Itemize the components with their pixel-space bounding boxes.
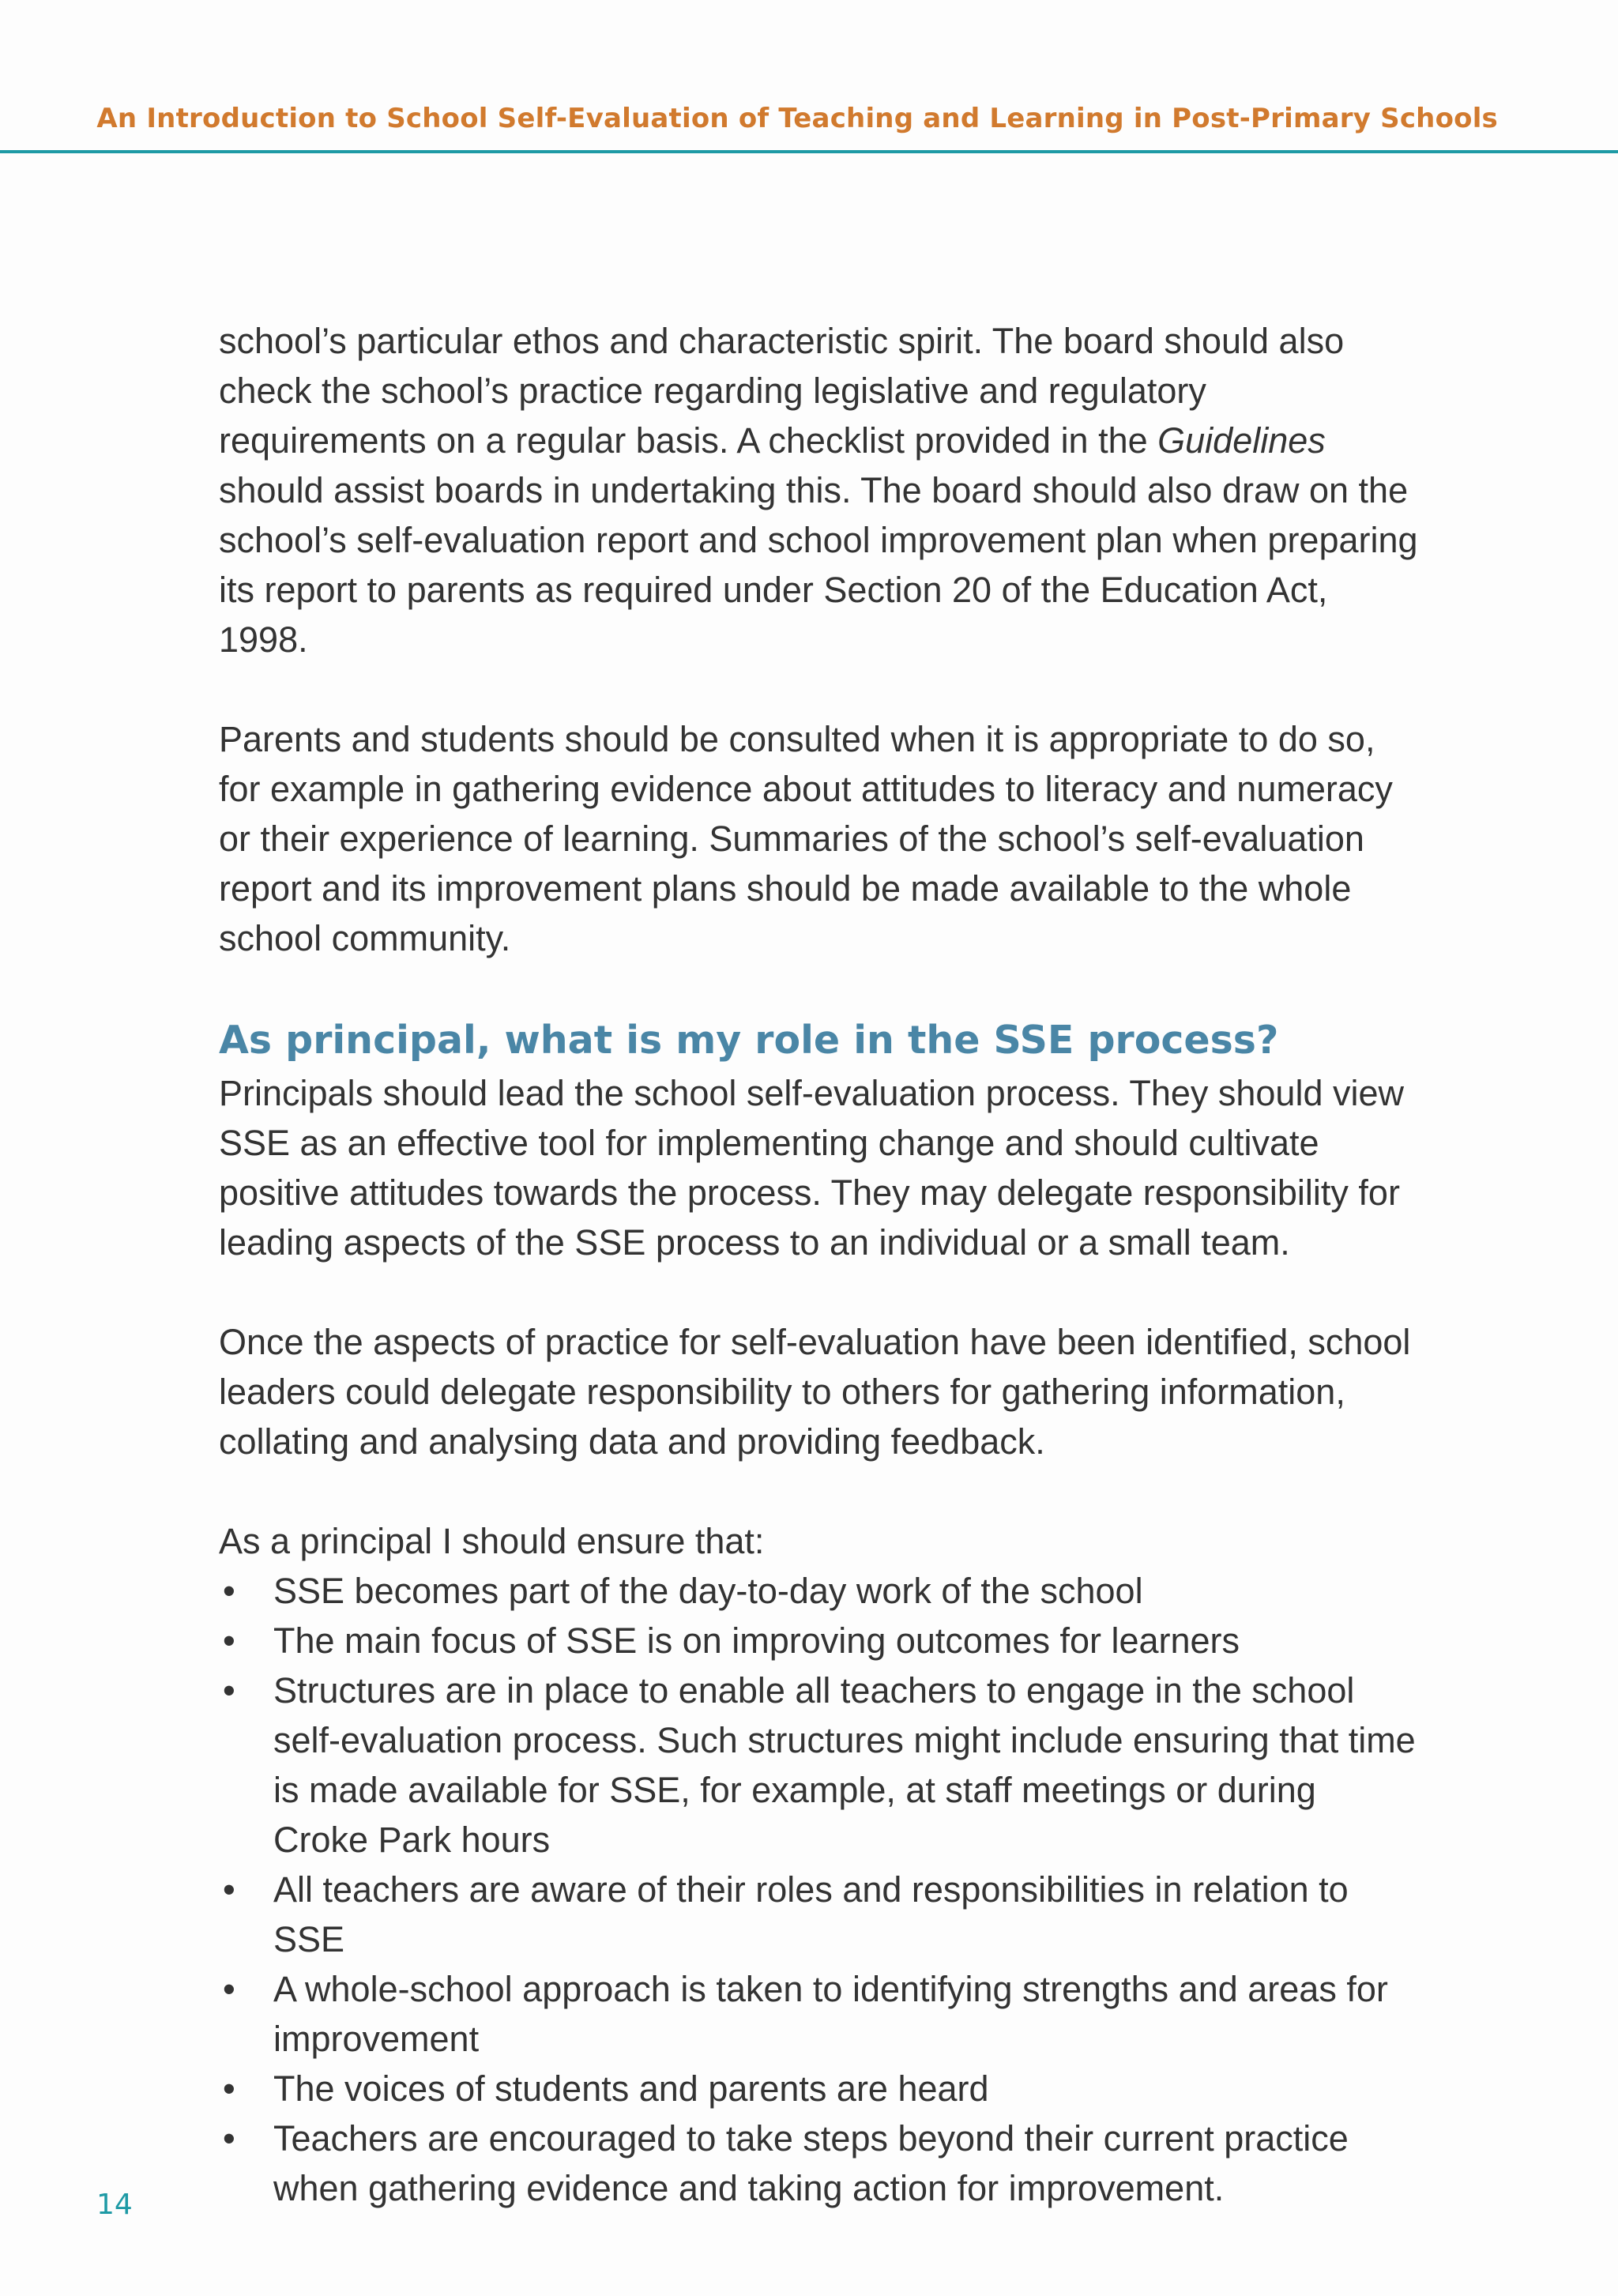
bullet-icon: • [223,1620,235,1661]
list-item: • SSE becomes part of the day-to-day work of the school [219,1566,1420,1616]
section-heading: As principal, what is my role in the SSE process? [219,1018,1279,1063]
list-item: • The voices of students and parents are heard [219,2064,1420,2113]
list-item: • A whole-school approach is taken to identifying strengths and areas for improvement [219,1964,1420,2064]
bullet-icon: • [223,1969,235,2009]
paragraph-delegate: Once the aspects of practice for self-evaluation have been identified, school leaders could delegate responsibility to others for gathering information, collating and analysing data and providing feedback. [219,1322,1411,1462]
page-number: 14 [96,2189,133,2221]
principal-responsibilities-list [219,1566,1420,2213]
paragraph-board-duties: school’s particular ethos and characteristic spirit. The board should also check the school’s practice regarding legislative and regulatory requirements on a regular basis. A checklist provided in the Guidelines should assist boards in undertaking this. The board should also draw on the school’s self-evaluation report and school improvement plan when preparing its report to parents as required under Section 20 of the Education Act, 1998. [219,321,1418,660]
bullet-icon: • [223,1670,235,1711]
list-item: • Structures are in place to enable all teachers to engage in the school self-evaluation process. Such structures might include ensuring that time is made available for SSE, for example, at staff meetings or during Croke Park hours [219,1666,1420,1865]
list-item: • All teachers are aware of their roles and responsibilities in relation to SSE [219,1865,1420,1964]
paragraph-parents-students: Parents and students should be consulted when it is appropriate to do so, for example in gathering evidence about attitudes to literacy and numeracy or their experience of learning. Summaries of the school’s self-evaluation report and its improvement plans should be made available to the whole school community. [219,719,1393,958]
paragraph-principal-lead: Principals should lead the school self-evaluation process. They should view SSE as an effective tool for implementing change and should cultivate positive attitudes towards the process. They may delegate responsibility for leading aspects of the SSE process to an individual or a small team. [219,1073,1405,1263]
bullet-icon: • [223,1571,235,1611]
list-item: • The main focus of SSE is on improving outcomes for learners [219,1616,1420,1666]
list-item: • Teachers are encouraged to take steps beyond their current practice when gathering evidence and taking action for improvement. [219,2113,1420,2213]
main-content [219,316,1420,2213]
guidelines-title: Guidelines [1157,420,1326,461]
list-intro: As a principal I should ensure that: [219,1521,765,1561]
running-header: An Introduction to School Self-Evaluation of Teaching and Learning in Post-Primary Schools [96,103,1498,134]
bullet-icon: • [223,2118,235,2159]
bullet-icon: • [223,2068,235,2109]
bullet-icon: • [223,1869,235,1910]
header-rule [0,150,1618,153]
